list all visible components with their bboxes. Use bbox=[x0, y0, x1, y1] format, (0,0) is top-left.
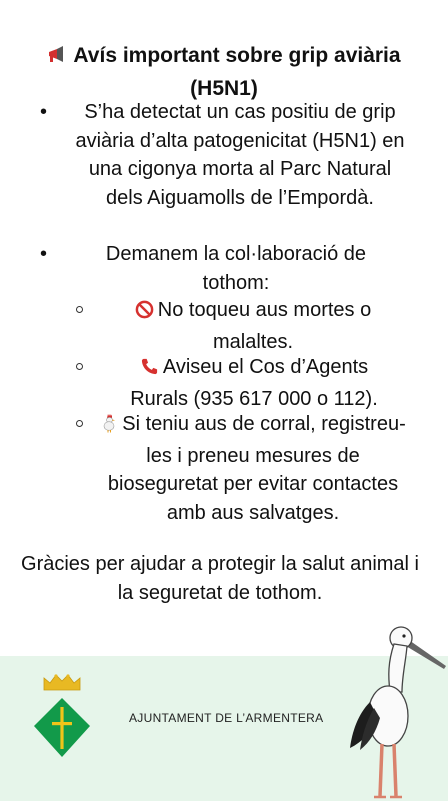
sub-list-item-text: Aviseu el Cos d’Agents Rurals (935 617 000 o 112). bbox=[130, 356, 378, 410]
sub-bullet bbox=[76, 420, 83, 427]
closing-message: Gràcies per ajudar a protegir la salut animal i la seguretat de tothom. bbox=[21, 553, 419, 604]
sub-bullet bbox=[76, 363, 83, 370]
list-item bbox=[70, 98, 410, 212]
bullet-dot: • bbox=[40, 101, 48, 123]
sub-bullet bbox=[76, 306, 83, 313]
notice-title-block bbox=[20, 40, 428, 104]
sub-list-item bbox=[108, 296, 398, 356]
sub-list-item-text: Si teniu aus de corral, registreu-les i preneu mesures de bioseguretat per evitar contactes amb aus salvatges. bbox=[107, 413, 406, 524]
prohibited-icon bbox=[135, 299, 154, 328]
list-item-text: Demanem la col·laboració de tothom: bbox=[105, 243, 367, 294]
chicken-icon bbox=[100, 413, 118, 442]
bullet-dot: • bbox=[40, 243, 48, 265]
stork-illustration bbox=[344, 614, 448, 807]
list-item-text: S’ha detectat un cas positiu de grip aviària d’alta patogenicitat (H5N1) en una cigonya morta al Parc Natural dels Aiguamolls de l’Empordà. bbox=[75, 101, 405, 209]
organization-name: AJUNTAMENT DE L’ARMENTERA bbox=[129, 711, 324, 725]
megaphone-icon bbox=[47, 42, 67, 73]
sub-list-item-text: No toqueu aus mortes o malaltes. bbox=[157, 299, 372, 353]
sub-list-item bbox=[96, 410, 410, 527]
list-item bbox=[80, 240, 392, 297]
coat-of-arms-icon bbox=[32, 670, 92, 767]
telephone-icon bbox=[140, 356, 159, 385]
sub-list-item bbox=[116, 353, 392, 413]
footer bbox=[0, 656, 448, 801]
notice-title: Avís important sobre grip aviària (H5N1) bbox=[73, 44, 401, 100]
